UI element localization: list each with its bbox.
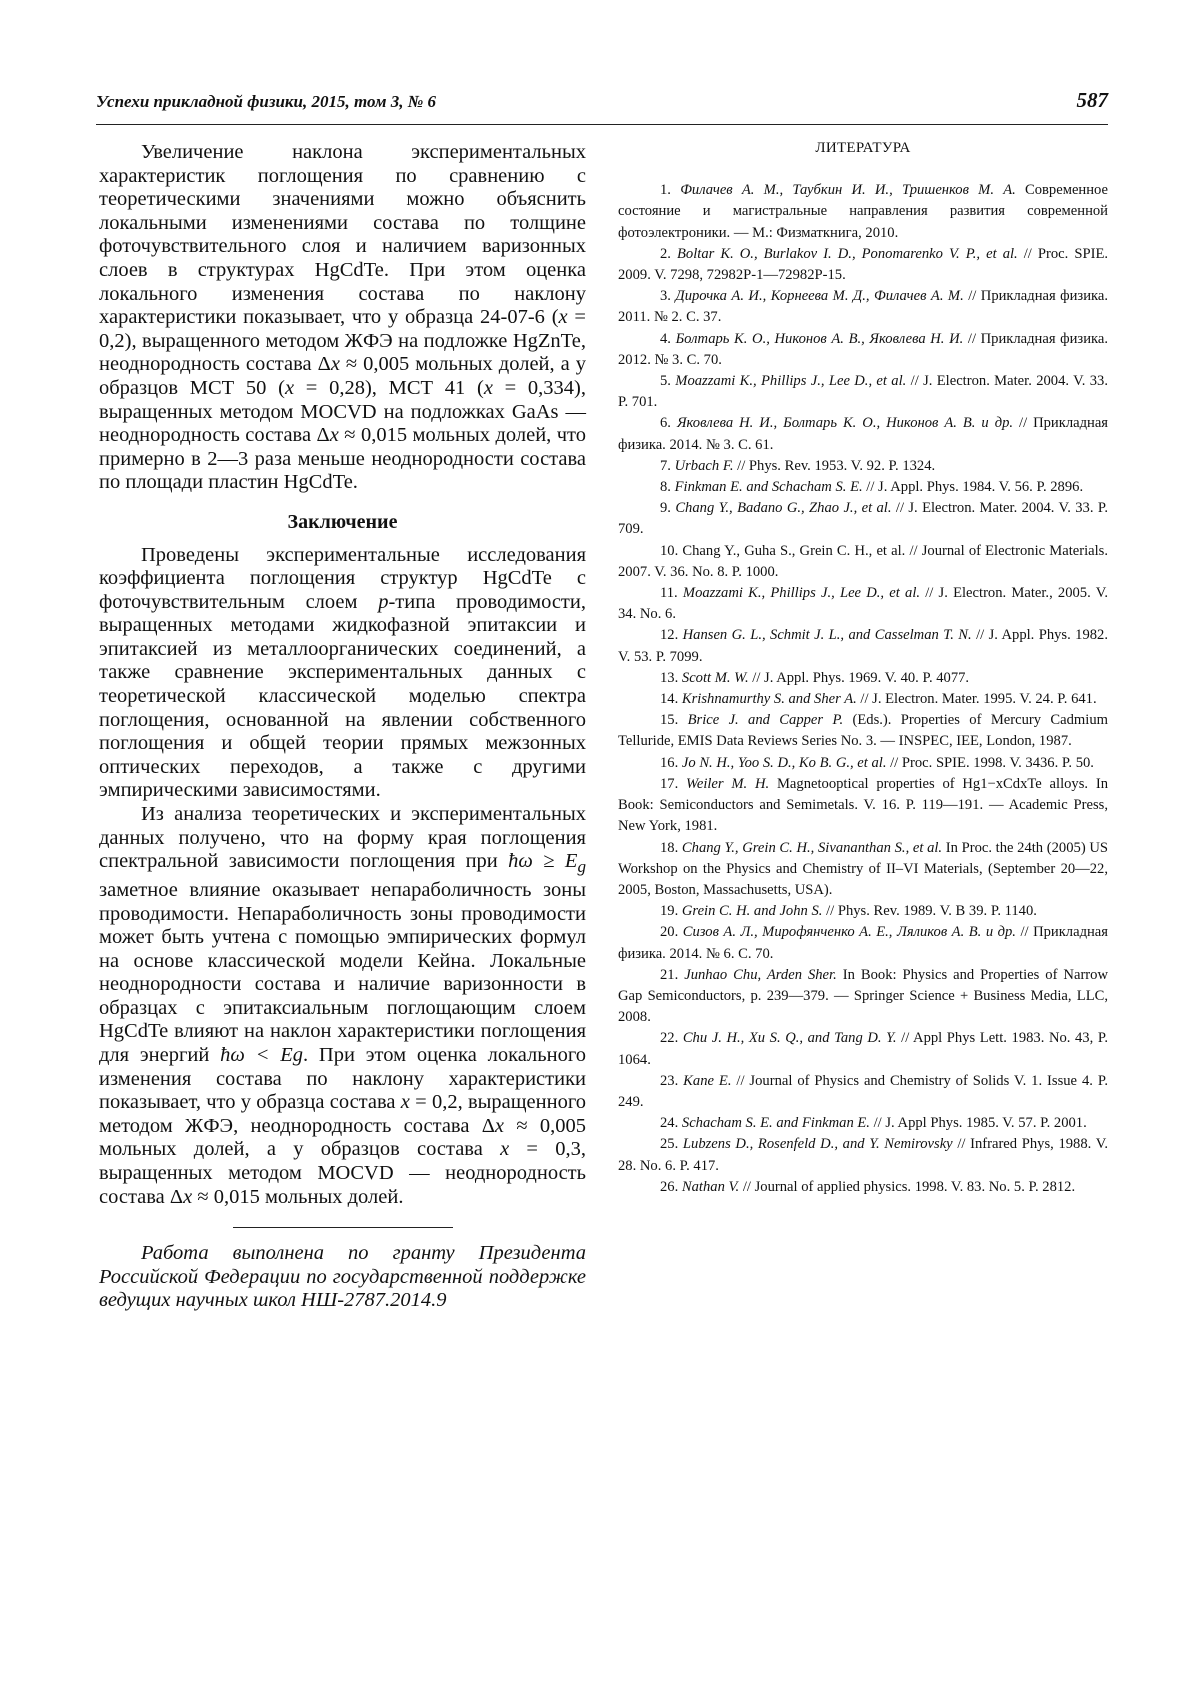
page-number: 587 [1076, 88, 1108, 112]
reference-details: Magnetooptical properties of Hg1−xCdxTe alloys. In Book: Semiconductors and Semimetals. V. 16. P. 119—191. — Academic Press, New York, 1981. [618, 775, 1108, 835]
reference-number: 4. [660, 330, 676, 347]
reference-authors: Krishnamurthy S. and Sher A. [681, 691, 857, 708]
reference-item [618, 498, 1108, 540]
paragraph-conclusion-2: Из анализа теоретических и экспериментальных данных получено, что на форму края поглощения спектральной зависимости поглощения при ħω ≥ $E_g$ заметное влияние оказывает непараболичность зоны проводимости. Непараболичность зоны проводимости может быть учтена с помощью эмпирических формул на основе классической модели Кейна. Локальные неоднородности состава и наличие варизонности в образцах с эпитаксиальным поглощающим слоем HgCdTe влияют на наклон характеристики поглощения для энергий ħω < Eg. При этом оценка локального изменения состава по наклону характеристики показывает, что у образца состава x = 0,2, выращенного методом ЖФЭ, неоднородность состава Δx ≈ 0,005 мольных долей, а у образцов состава x = 0,3, выращенных методом MOCVD — неоднородность состава Δx ≈ 0,015 мольных долей. [99, 803, 586, 1208]
reference-details: // J. Electron. Mater. 2004. V. 33. P. 709. [618, 500, 1108, 538]
reference-authors: Hansen G. L., Schmit J. L., and Casselman T. N. [682, 627, 972, 644]
reference-details: // Proc. SPIE. 2009. V. 7298, 72982P-1—72982P-15. [618, 245, 1109, 284]
reference-number: 8. [660, 479, 675, 496]
reference-number: 17. [660, 775, 687, 792]
references-column [618, 138, 1108, 1198]
reference-item [618, 329, 1108, 371]
reference-details: // J. Appl. Phys. 1984. V. 56. P. 2896. [862, 479, 1084, 496]
reference-authors: Болтарь К. О., Никонов А. В., Яковлева Н. И. [675, 330, 964, 347]
reference-item [618, 901, 1108, 922]
reference-authors: Nathan V. [681, 1178, 740, 1195]
reference-item [618, 1028, 1108, 1070]
reference-authors: Jo N. H., Yoo S. D., Ko B. G., et al. [681, 754, 887, 771]
reference-number: 7. [660, 457, 675, 474]
reference-number: 9. [660, 500, 676, 517]
reference-authors: Scott M. W. [681, 669, 749, 686]
reference-list [618, 180, 1108, 1198]
reference-number: 15. [660, 712, 688, 729]
reference-number: 1. [660, 182, 681, 199]
reference-item [618, 689, 1108, 710]
reference-authors: Boltar K. O., Burlakov I. D., Ponomarenko V. P., et al. [677, 245, 1018, 262]
reference-item [618, 753, 1108, 774]
reference-details: // Infrared Phys, 1988. V. 28. No. 6. P. 417. [618, 1136, 1109, 1174]
acknowledgement: Работа выполнена по гранту Президента Российской Федерации по государственной поддержке ведущих научных школ НШ-2787.2014.9 [99, 1242, 586, 1312]
reference-item [618, 583, 1108, 625]
reference-number: 10. [660, 542, 683, 559]
reference-authors: Junhao Chu, Arden Sher. [684, 966, 837, 983]
reference-item [618, 286, 1108, 328]
reference-item [618, 1113, 1108, 1134]
reference-item [618, 774, 1108, 838]
reference-number: 18. [660, 839, 682, 856]
reference-authors: Moazzami K., Phillips J., Lee D., et al. [682, 585, 921, 602]
reference-details: // J. Appl. Phys. 1969. V. 40. P. 4077. [748, 669, 970, 686]
reference-number: 22. [660, 1030, 683, 1047]
reference-item [618, 180, 1108, 244]
reference-details: // J. Electron. Mater., 2005. V. 34. No. 6. [618, 585, 1109, 623]
reference-authors: Сизов А. Л., Мирофянченко А. Е., Ляликов А. В. и др. [682, 924, 1016, 941]
reference-item [618, 541, 1108, 583]
footnote-divider [233, 1227, 453, 1228]
reference-number: 24. [660, 1115, 682, 1132]
reference-authors: Филачев А. М., Таубкин И. И., Тришенков М. А. [680, 182, 1016, 199]
reference-authors: Weiler M. H. [686, 775, 770, 792]
reference-number: 5. [660, 373, 676, 390]
reference-number: 2. [660, 245, 677, 262]
reference-number: 16. [660, 754, 682, 771]
section-heading-conclusion: Заключение [287, 510, 398, 533]
reference-details: Современное состояние и магистральные направления развития современной фотоэлектроники. — М.: Физматкнига, 2010. [618, 182, 1108, 241]
reference-details: // J. Electron. Mater. 1995. V. 24. P. 641. [856, 691, 1097, 708]
reference-item [618, 244, 1108, 286]
reference-authors: Moazzami K., Phillips J., Lee D., et al. [675, 373, 907, 390]
reference-item [618, 710, 1108, 752]
reference-item [618, 477, 1108, 498]
reference-item [618, 413, 1108, 455]
reference-details: // Appl Phys Lett. 1983. No. 43, P. 1064. [618, 1030, 1108, 1068]
reference-authors: Brice J. and Capper P. [687, 712, 844, 729]
journal-title: Успехи прикладной физики, 2015, том 3, № 6 [96, 92, 437, 111]
reference-details: (Eds.). Properties of Mercury Cadmium Telluride, EMIS Data Reviews Series No. 3. — INSPEC, IEE, London, 1987. [618, 712, 1108, 750]
references-title: ЛИТЕРАТУРА [815, 140, 911, 156]
reference-number: 13. [660, 669, 682, 686]
reference-authors: Chang Y., Badano G., Zhao J., et al. [675, 500, 892, 517]
reference-details: // J. Electron. Mater. 2004. V. 33. P. 701. [618, 373, 1108, 411]
paragraph-conclusion-1: Проведены экспериментальные исследования коэффициента поглощения структур HgCdTe с фоточувствительным слоем p-типа проводимости, выращенных методами жидкофазной эпитаксии и эпитаксией из металлоорганических соединений, а также сравнение экспериментальных данных с теоретической классической моделью спектра поглощения, основанной на явлении собственного поглощения и общей теории прямых межзонных оптических переходов, а также с другими эмпирическими зависимостями. [99, 543, 586, 802]
reference-authors: Finkman E. and Schacham S. E. [674, 479, 863, 496]
reference-authors: Schacham S. E. and Finkman E. [681, 1115, 870, 1132]
reference-number: 25. [660, 1136, 683, 1153]
reference-item [618, 625, 1108, 667]
reference-item [618, 922, 1108, 964]
reference-number: 6. [660, 415, 677, 432]
running-header [96, 88, 1108, 125]
reference-number: 11. [660, 585, 683, 602]
paragraph-results: Увеличение наклона экспериментальных характеристик поглощения по сравнению с теоретическими значениями можно объяснить локальными изменениями состава по толщине фоточувствительного слоя и наличием варизонных слоев в структурах HgCdTe. При этом оценка локального изменения состава по наклону характеристики показывает, что у образца 24-07-6 (x = 0,2), выращенного методом ЖФЭ на подложке HgZnTe, неоднородность состава Δx ≈ 0,005 мольных долей, а у образцов МСТ 50 (x = 0,28), МСТ 41 (x = 0,334), выращенных методом MOCVD на подложках GaAs — неоднородность состава Δx ≈ 0,015 мольных долей, что примерно в 2—3 раза меньше неоднородности состава по площади пластин HgCdTe. [99, 141, 587, 494]
reference-details: // Proc. SPIE. 1998. V. 3436. P. 50. [886, 754, 1094, 771]
reference-item [618, 456, 1108, 477]
reference-number: 19. [660, 903, 682, 920]
reference-item [618, 838, 1108, 902]
reference-number: 14. [660, 691, 682, 708]
reference-authors: Яковлева Н. И., Болтарь К. О., Никонов А. В. и др. [676, 415, 1014, 432]
left-column [99, 141, 586, 1313]
reference-item [618, 1134, 1108, 1176]
reference-item [618, 965, 1108, 1029]
reference-details: // J. Appl. Phys. 1982. V. 53. P. 7099. [618, 627, 1108, 665]
reference-authors: Urbach F. [674, 457, 734, 474]
reference-number: 20. [660, 924, 683, 941]
reference-authors: Chu J. H., Xu S. Q., and Tang D. Y. [682, 1030, 897, 1047]
reference-details: // Прикладная физика. 2014. № 6. С. 70. [618, 924, 1108, 962]
reference-authors: Дирочка А. И., Корнеева М. Д., Филачев А. М. [675, 288, 964, 305]
reference-details: // Phys. Rev. 1989. V. B 39. P. 1140. [822, 903, 1037, 920]
reference-details: Chang Y., Guha S., Grein C. H., et al. // Journal of Electronic Materials. 2007. V. 36. No. 8. P. 1000. [618, 542, 1109, 580]
reference-details: // Journal of applied physics. 1998. V. 83. No. 5. P. 2812. [739, 1178, 1076, 1195]
reference-number: 3. [660, 288, 676, 305]
reference-item [618, 1071, 1108, 1113]
reference-details: // Прикладная физика. 2012. № 3. С. 70. [618, 330, 1109, 368]
reference-item [618, 371, 1108, 413]
reference-authors: Lubzens D., Rosenfeld D., and Y. Nemirovsky [682, 1136, 953, 1153]
reference-item [618, 668, 1108, 689]
reference-authors: Kane E. [683, 1072, 732, 1089]
reference-number: 26. [660, 1178, 682, 1195]
reference-details: In Proc. the 24th (2005) US Workshop on the Physics and Chemistry of II–VI Materials, (September 20—22, 2005, Boston, Massachusetts, USA). [618, 839, 1109, 898]
reference-details: // Phys. Rev. 1953. V. 92. P. 1324. [733, 457, 936, 474]
reference-details: In Book: Physics and Properties of Narrow Gap Semiconductors, p. 239—379. — Springer Science + Business Media, LLC, 2008. [618, 966, 1109, 1026]
reference-details: // Journal of Physics and Chemistry of Solids V. 1. Issue 4. P. 249. [618, 1072, 1108, 1110]
reference-details: // Прикладная физика. 2011. № 2. С. 37. [618, 288, 1108, 326]
reference-number: 21. [660, 966, 685, 983]
reference-number: 12. [660, 627, 683, 644]
reference-details: // Прикладная физика. 2014. № 3. С. 61. [618, 415, 1109, 453]
reference-number: 23. [660, 1072, 684, 1089]
reference-authors: Chang Y., Grein C. H., Sivananthan S., et al. [681, 839, 943, 856]
reference-item [618, 1177, 1108, 1198]
reference-details: // J. Appl Phys. 1985. V. 57. P. 2001. [869, 1115, 1087, 1132]
reference-authors: Grein C. H. and John S. [681, 903, 823, 920]
